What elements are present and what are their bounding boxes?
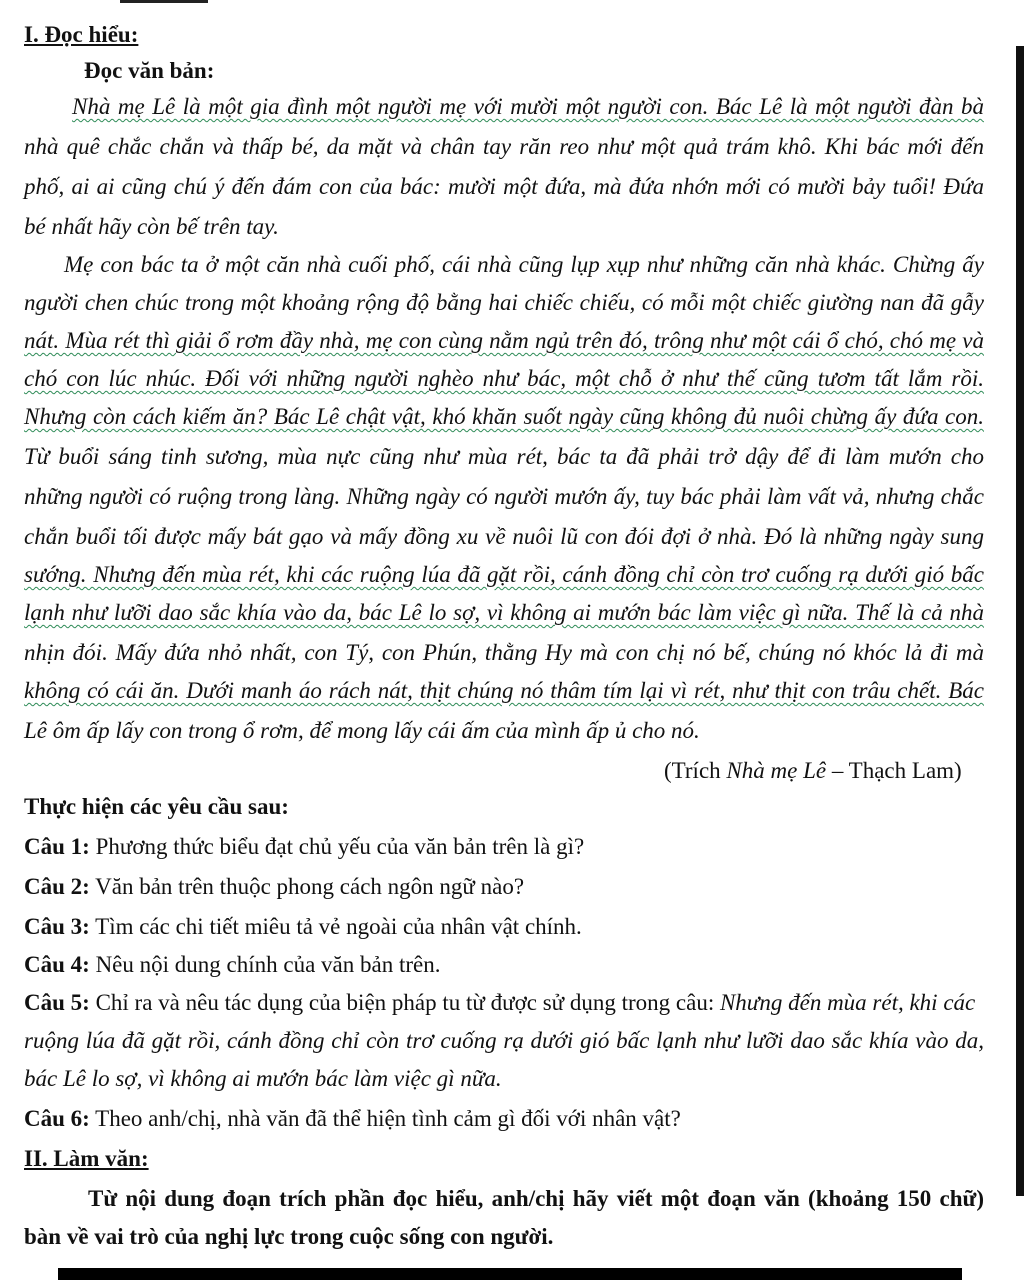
question-label: Câu 1: — [24, 834, 90, 859]
question-text: Chỉ ra và nêu tác dụng của biện pháp tu từ được sử dụng trong câu: — [89, 990, 720, 1015]
passage-line: người chen chúc trong một khoảng rộng độ bằng hai chiếc chiếu, có mỗi một chiếc giường nan đã gẫy — [24, 290, 984, 315]
question-2 — [24, 868, 524, 906]
passage-line: Nhưng còn cách kiếm ăn? Bác Lê chật vật, khó khăn suốt ngày cũng không đủ nuôi chừng ấy đứa con. — [24, 404, 984, 429]
passage-line: sướng. Nhưng đến mùa rét, khi các ruộng lúa đã gặt rồi, cánh đồng chỉ còn trơ cuống rạ dưới gió bấc — [24, 562, 984, 587]
question-label: Câu 2: — [24, 874, 90, 899]
citation-title: Nhà mẹ Lê — [726, 758, 827, 783]
passage-line: Mẹ con bác ta ở một căn nhà cuối phố, cái nhà cũng lụp xụp như những căn nhà khác. Chừng ấy — [64, 252, 984, 277]
passage-line: nhịn đói. Mấy đứa nhỏ nhất, con Tý, con Phún, thằng Hy mà con chị nó bế, chúng nó khóc lả đi mà — [24, 640, 984, 665]
question-label: Câu 3: — [24, 914, 90, 939]
question-6 — [24, 1100, 681, 1138]
question-1 — [24, 828, 584, 866]
question-text: Nêu nội dung chính của văn bản trên. — [89, 952, 441, 977]
question-label: Câu 4: — [24, 952, 90, 977]
section1-title: I. Đọc hiểu: — [24, 22, 139, 47]
section2-title: II. Làm văn: — [24, 1146, 149, 1171]
question-5 — [24, 984, 975, 1022]
passage-line: không có cái ăn. Dưới manh áo rách nát, thịt chúng nó thâm tím lại vì rét, như thịt con trâu chết. Bác — [24, 678, 984, 703]
passage-line: chắn buổi tối được mấy bát gạo và mấy đồng xu về nuôi lũ con đói đợi ở nhà. Đó là những ngày sung — [24, 524, 984, 549]
essay-line: Từ nội dung đoạn trích phần đọc hiểu, anh/chị hãy viết một đoạn văn (khoảng 150 chữ) — [88, 1186, 984, 1211]
passage-line: chó con lúc nhúc. Đối với những người nghèo như bác, một chỗ ở như thế cũng tươm tất lắm rồi. — [24, 366, 984, 391]
passage-line: Nhà mẹ Lê là một gia đình một người mẹ với mười một người con. Bác Lê là một người đàn bà — [72, 94, 984, 119]
question-text: Theo anh/chị, nhà văn đã thể hiện tình cảm gì đối với nhân vật? — [89, 1106, 681, 1131]
question-text: Văn bản trên thuộc phong cách ngôn ngữ nào? — [89, 874, 525, 899]
citation-suffix: – Thạch Lam) — [826, 758, 962, 783]
passage-line: lạnh như lưỡi dao sắc khía vào da, bác Lê lo sợ, vì không ai mướn bác làm việc gì nữa. Thế là cả nhà — [24, 600, 984, 625]
right-edge-bar — [1016, 46, 1024, 1196]
tasks-label: Thực hiện các yêu cầu sau: — [24, 794, 289, 819]
question-5-quote-line: ruộng lúa đã gặt rồi, cánh đồng chỉ còn trơ cuống rạ dưới gió bấc lạnh như lưỡi dao sắc khía vào da, — [24, 1028, 984, 1053]
citation — [664, 752, 962, 790]
passage-line: bé nhất hãy còn bế trên tay. — [24, 214, 279, 239]
question-label: Câu 6: — [24, 1106, 90, 1131]
passage-line: nát. Mùa rét thì giải ổ rơm đầy nhà, mẹ con cùng nằm ngủ trên đó, trông như một cái ổ chó, chó mẹ và — [24, 328, 984, 353]
bottom-edge-bar — [58, 1268, 962, 1280]
read-label: Đọc văn bản: — [84, 58, 215, 83]
citation-prefix: (Trích — [664, 758, 727, 783]
essay-line: bàn về vai trò của nghị lực trong cuộc sống con người. — [24, 1224, 554, 1249]
passage-line: Từ buổi sáng tinh sương, mùa nực cũng như mùa rét, bác ta đã phải trở dậy để đi làm mướn cho — [24, 444, 984, 469]
passage-line: Lê ôm ấp lấy con trong ổ rơm, để mong lấy cái ấm của mình ấp ủ cho nó. — [24, 718, 700, 743]
question-3 — [24, 908, 582, 946]
question-text: Tìm các chi tiết miêu tả vẻ ngoài của nhân vật chính. — [89, 914, 582, 939]
question-5-quote-start: Nhưng đến mùa rét, khi các — [719, 990, 976, 1015]
passage-line: phố, ai ai cũng chú ý đến đám con của bác: mười một đứa, mà đứa nhớn mới có mười bảy tuổi! Đứa — [24, 174, 984, 199]
question-5-quote-line: bác Lê lo sợ, vì không ai mướn bác làm việc gì nữa. — [24, 1066, 502, 1091]
question-text: Phương thức biểu đạt chủ yếu của văn bản trên là gì? — [89, 834, 585, 859]
top-rule — [120, 0, 208, 3]
question-4 — [24, 946, 440, 984]
passage-line: nhà quê chắc chắn và thấp bé, da mặt và chân tay răn reo như một quả trám khô. Khi bác mới đến — [24, 134, 984, 159]
question-label: Câu 5: — [24, 990, 90, 1015]
passage-line: những người có ruộng trong làng. Những ngày có người mướn ấy, tuy bác phải làm vất vả, nhưng chắc — [24, 484, 984, 509]
